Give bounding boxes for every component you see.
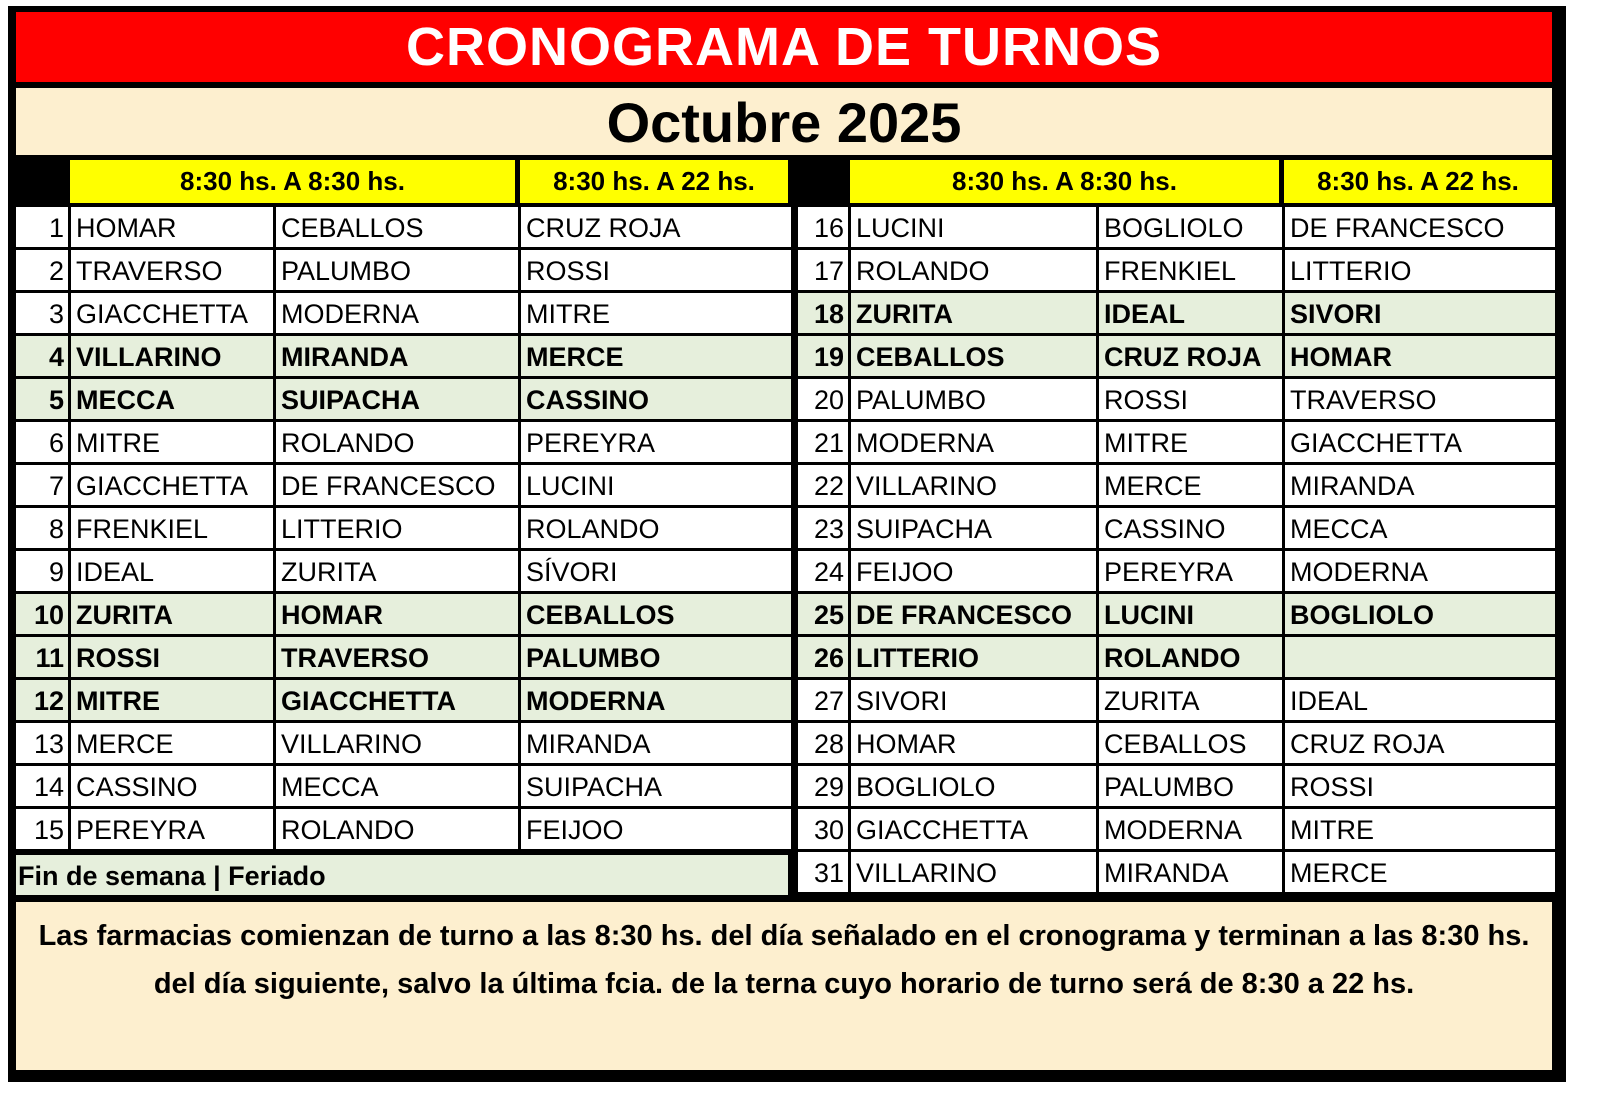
day-number: 7 bbox=[16, 465, 68, 505]
table-row bbox=[798, 336, 1555, 376]
pharmacy-name: MODERNA bbox=[521, 680, 791, 720]
pharmacy-name: MITRE bbox=[1099, 422, 1282, 462]
table-row bbox=[798, 594, 1555, 634]
day-number: 22 bbox=[798, 465, 848, 505]
table-row bbox=[798, 852, 1555, 892]
table-row bbox=[16, 637, 791, 677]
table-row bbox=[798, 809, 1555, 849]
pharmacy-name: ZURITA bbox=[851, 293, 1096, 333]
month-subtitle: Octubre 2025 bbox=[16, 88, 1552, 155]
pharmacy-name: CASSINO bbox=[71, 766, 273, 806]
day-number: 5 bbox=[16, 379, 68, 419]
table-row bbox=[798, 379, 1555, 419]
day-number: 13 bbox=[16, 723, 68, 763]
day-number: 15 bbox=[16, 809, 68, 849]
pharmacy-name: CRUZ ROJA bbox=[521, 207, 791, 247]
pharmacy-name: ZURITA bbox=[71, 594, 273, 634]
pharmacy-name: GIACCHETTA bbox=[276, 680, 518, 720]
pharmacy-name: VILLARINO bbox=[851, 852, 1096, 892]
pharmacy-name: ZURITA bbox=[1099, 680, 1282, 720]
day-number: 6 bbox=[16, 422, 68, 462]
pharmacy-name: SUIPACHA bbox=[851, 508, 1096, 548]
pharmacy-name: SÍVORI bbox=[521, 551, 791, 591]
day-number: 8 bbox=[16, 508, 68, 548]
day-number: 4 bbox=[16, 336, 68, 376]
pharmacy-name: PEREYRA bbox=[1099, 551, 1282, 591]
pharmacy-name bbox=[1285, 637, 1555, 677]
pharmacy-name: VILLARINO bbox=[71, 336, 273, 376]
pharmacy-name: PALUMBO bbox=[521, 637, 791, 677]
day-number: 28 bbox=[798, 723, 848, 763]
table-row bbox=[16, 250, 791, 290]
pharmacy-name: MERCE bbox=[1285, 852, 1555, 892]
pharmacy-name: CEBALLOS bbox=[1099, 723, 1282, 763]
day-number: 24 bbox=[798, 551, 848, 591]
pharmacy-name: MECCA bbox=[276, 766, 518, 806]
pharmacy-name: FEIJOO bbox=[851, 551, 1096, 591]
day-number: 21 bbox=[798, 422, 848, 462]
pharmacy-name: ROLANDO bbox=[276, 422, 518, 462]
pharmacy-name: MIRANDA bbox=[521, 723, 791, 763]
pharmacy-name: CASSINO bbox=[521, 379, 791, 419]
table-row bbox=[798, 723, 1555, 763]
day-number: 26 bbox=[798, 637, 848, 677]
pharmacy-name: PEREYRA bbox=[521, 422, 791, 462]
pharmacy-name: ROLANDO bbox=[276, 809, 518, 849]
table-row bbox=[16, 293, 791, 333]
pharmacy-name: PALUMBO bbox=[851, 379, 1096, 419]
pharmacy-name: ROSSI bbox=[1285, 766, 1555, 806]
page-title: CRONOGRAMA DE TURNOS bbox=[16, 12, 1552, 82]
pharmacy-name: FRENKIEL bbox=[71, 508, 273, 548]
table-row bbox=[798, 250, 1555, 290]
day-number: 12 bbox=[16, 680, 68, 720]
table-row bbox=[16, 594, 791, 634]
table-row bbox=[16, 809, 791, 849]
header-left-day: 8:30 hs. A 22 hs. bbox=[520, 160, 788, 203]
day-number: 29 bbox=[798, 766, 848, 806]
pharmacy-name: MIRANDA bbox=[1099, 852, 1282, 892]
pharmacy-name: VILLARINO bbox=[276, 723, 518, 763]
pharmacy-name: LUCINI bbox=[1099, 594, 1282, 634]
pharmacy-name: TRAVERSO bbox=[1285, 379, 1555, 419]
pharmacy-name: ROSSI bbox=[71, 637, 273, 677]
table-row bbox=[798, 207, 1555, 247]
pharmacy-name: CEBALLOS bbox=[521, 594, 791, 634]
pharmacy-name: LUCINI bbox=[521, 465, 791, 505]
weekend-legend: Fin de semana | Feriado bbox=[16, 855, 788, 895]
pharmacy-name: CEBALLOS bbox=[851, 336, 1096, 376]
day-number: 2 bbox=[16, 250, 68, 290]
header-right-day: 8:30 hs. A 22 hs. bbox=[1284, 160, 1552, 203]
table-row bbox=[798, 465, 1555, 505]
header-left-night: 8:30 hs. A 8:30 hs. bbox=[70, 160, 515, 203]
day-number: 18 bbox=[798, 293, 848, 333]
pharmacy-name: LITTERIO bbox=[276, 508, 518, 548]
pharmacy-name: ZURITA bbox=[276, 551, 518, 591]
schedule-note: Las farmacias comienzan de turno a las 8:30 hs. del día señalado en el cronograma y terminan a las 8:30 hs. del día siguiente, salvo la última fcia. de la terna cuyo horario de turno será de 8:30 a 22 hs. bbox=[16, 902, 1552, 1070]
table-row bbox=[798, 508, 1555, 548]
pharmacy-name: TRAVERSO bbox=[71, 250, 273, 290]
table-row bbox=[16, 336, 791, 376]
pharmacy-name: MECCA bbox=[1285, 508, 1555, 548]
pharmacy-name: MITRE bbox=[71, 422, 273, 462]
day-number: 30 bbox=[798, 809, 848, 849]
pharmacy-name: IDEAL bbox=[71, 551, 273, 591]
table-row bbox=[798, 422, 1555, 462]
pharmacy-name: MERCE bbox=[1099, 465, 1282, 505]
day-number: 10 bbox=[16, 594, 68, 634]
pharmacy-name: SUIPACHA bbox=[521, 766, 791, 806]
pharmacy-name: SIVORI bbox=[1285, 293, 1555, 333]
table-row bbox=[16, 551, 791, 591]
pharmacy-name: LITTERIO bbox=[1285, 250, 1555, 290]
day-number: 9 bbox=[16, 551, 68, 591]
day-number: 1 bbox=[16, 207, 68, 247]
pharmacy-name: MECCA bbox=[71, 379, 273, 419]
pharmacy-name: GIACCHETTA bbox=[71, 465, 273, 505]
day-number: 27 bbox=[798, 680, 848, 720]
table-row bbox=[16, 422, 791, 462]
pharmacy-name: LUCINI bbox=[851, 207, 1096, 247]
pharmacy-name: MIRANDA bbox=[276, 336, 518, 376]
pharmacy-name: MERCE bbox=[521, 336, 791, 376]
pharmacy-name: IDEAL bbox=[1285, 680, 1555, 720]
table-row bbox=[798, 551, 1555, 591]
pharmacy-name: DE FRANCESCO bbox=[851, 594, 1096, 634]
day-number: 17 bbox=[798, 250, 848, 290]
header-right-night: 8:30 hs. A 8:30 hs. bbox=[850, 160, 1279, 203]
pharmacy-name: ROLANDO bbox=[521, 508, 791, 548]
pharmacy-name: GIACCHETTA bbox=[851, 809, 1096, 849]
day-number: 14 bbox=[16, 766, 68, 806]
pharmacy-name: ROLANDO bbox=[851, 250, 1096, 290]
pharmacy-name: MODERNA bbox=[1099, 809, 1282, 849]
pharmacy-name: SUIPACHA bbox=[276, 379, 518, 419]
pharmacy-name: LITTERIO bbox=[851, 637, 1096, 677]
pharmacy-name: HOMAR bbox=[276, 594, 518, 634]
pharmacy-name: GIACCHETTA bbox=[71, 293, 273, 333]
pharmacy-name: BOGLIOLO bbox=[1285, 594, 1555, 634]
day-number: 11 bbox=[16, 637, 68, 677]
day-number: 16 bbox=[798, 207, 848, 247]
table-row bbox=[16, 680, 791, 720]
pharmacy-name: TRAVERSO bbox=[276, 637, 518, 677]
table-row bbox=[798, 680, 1555, 720]
pharmacy-name: MITRE bbox=[1285, 809, 1555, 849]
pharmacy-name: MERCE bbox=[71, 723, 273, 763]
pharmacy-name: CEBALLOS bbox=[276, 207, 518, 247]
pharmacy-name: DE FRANCESCO bbox=[276, 465, 518, 505]
day-number: 3 bbox=[16, 293, 68, 333]
table-row bbox=[16, 508, 791, 548]
pharmacy-name: MODERNA bbox=[1285, 551, 1555, 591]
pharmacy-name: SIVORI bbox=[851, 680, 1096, 720]
table-row bbox=[16, 379, 791, 419]
pharmacy-name: ROSSI bbox=[521, 250, 791, 290]
day-number: 20 bbox=[798, 379, 848, 419]
pharmacy-name: HOMAR bbox=[851, 723, 1096, 763]
table-row bbox=[16, 723, 791, 763]
pharmacy-name: MITRE bbox=[521, 293, 791, 333]
pharmacy-name: FRENKIEL bbox=[1099, 250, 1282, 290]
pharmacy-name: ROLANDO bbox=[1099, 637, 1282, 677]
day-number: 23 bbox=[798, 508, 848, 548]
pharmacy-name: BOGLIOLO bbox=[1099, 207, 1282, 247]
day-number: 31 bbox=[798, 852, 848, 892]
day-number: 25 bbox=[798, 594, 848, 634]
pharmacy-name: HOMAR bbox=[71, 207, 273, 247]
pharmacy-name: ROSSI bbox=[1099, 379, 1282, 419]
pharmacy-name: IDEAL bbox=[1099, 293, 1282, 333]
table-row bbox=[798, 766, 1555, 806]
pharmacy-name: CRUZ ROJA bbox=[1285, 723, 1555, 763]
table-row bbox=[16, 766, 791, 806]
table-row bbox=[16, 465, 791, 505]
pharmacy-name: PEREYRA bbox=[71, 809, 273, 849]
pharmacy-name: MODERNA bbox=[276, 293, 518, 333]
pharmacy-name: DE FRANCESCO bbox=[1285, 207, 1555, 247]
pharmacy-name: GIACCHETTA bbox=[1285, 422, 1555, 462]
pharmacy-name: PALUMBO bbox=[276, 250, 518, 290]
table-row bbox=[798, 293, 1555, 333]
pharmacy-name: HOMAR bbox=[1285, 336, 1555, 376]
pharmacy-name: MODERNA bbox=[851, 422, 1096, 462]
pharmacy-name: MITRE bbox=[71, 680, 273, 720]
table-row bbox=[16, 207, 791, 247]
table-row bbox=[798, 637, 1555, 677]
pharmacy-name: CASSINO bbox=[1099, 508, 1282, 548]
pharmacy-name: VILLARINO bbox=[851, 465, 1096, 505]
pharmacy-name: PALUMBO bbox=[1099, 766, 1282, 806]
day-number: 19 bbox=[798, 336, 848, 376]
pharmacy-name: MIRANDA bbox=[1285, 465, 1555, 505]
pharmacy-name: BOGLIOLO bbox=[851, 766, 1096, 806]
pharmacy-name: FEIJOO bbox=[521, 809, 791, 849]
pharmacy-name: CRUZ ROJA bbox=[1099, 336, 1282, 376]
